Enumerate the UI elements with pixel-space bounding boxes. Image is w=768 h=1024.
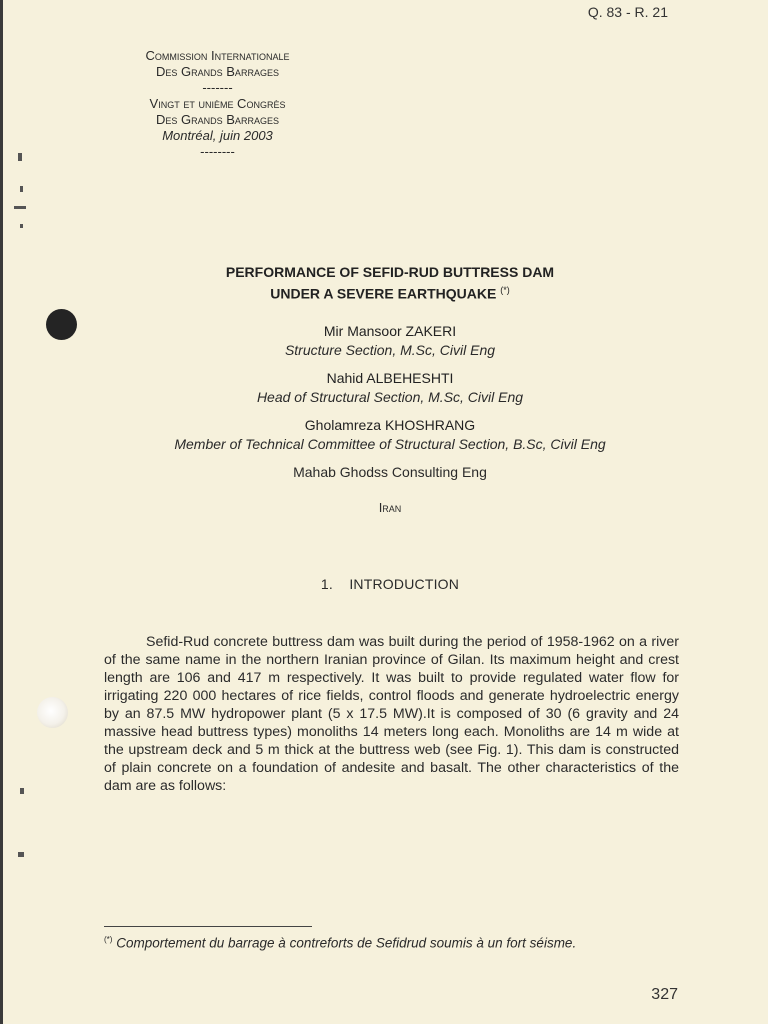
organization <box>100 463 680 482</box>
author-name: Nahid ALBEHESHTI <box>326 370 454 386</box>
footnote-marker: (*) <box>104 935 113 944</box>
header-line1-b: Internationale <box>211 48 290 63</box>
punch-hole-dark <box>46 309 77 340</box>
author-name: Gholamreza KHOSHRANG <box>304 417 476 433</box>
binding-mark <box>20 186 23 192</box>
author-1 <box>100 322 680 360</box>
page-edge <box>0 0 3 1024</box>
binding-mark <box>14 206 26 209</box>
author-2 <box>100 369 680 407</box>
footnote-rule <box>104 926 312 927</box>
title-line1: PERFORMANCE OF SEFID-RUD BUTTRESS DAM <box>225 264 555 280</box>
punch-hole-light <box>37 697 68 728</box>
header-line1-a: Commission <box>145 48 208 63</box>
binding-mark <box>20 788 24 794</box>
organization-name: Mahab Ghodss Consulting Eng <box>293 464 487 480</box>
header-line4: Des Grands Barrages <box>156 112 279 127</box>
title-note-marker: (*) <box>500 285 510 295</box>
conference-header <box>95 48 340 160</box>
page-number: 327 <box>651 986 678 1003</box>
header-separator: ------- <box>202 80 233 95</box>
author-name: Mir Mansoor ZAKERI <box>323 323 457 339</box>
introduction-paragraph: Sefid-Rud concrete buttress dam was built during the period of 1958-1962 on a river of the same name in the northern Iranian province of Gilan. Its maximum height and crest length are 106 and 417 m respectively. It was built to provide regulated water flow for irrigating 220 000 hectares of rice fields, control floods and generate hydroelectric energy by an 87.5 MW hydropower plant (5 x 17.5 MW).It is composed of 30 (6 gravity and 24 massive head buttress types) monoliths 14 meters long each. Monoliths are 14 m wide at the upstream deck and 5 m thick at the buttress web (see Fig. 1). This dam is constructed of plain concrete on a foundation of andesite and basalt. The other characteristics of the dam are as follows: <box>104 634 679 794</box>
footnote-text: Comportement du barrage à contreforts de Sefidrud soumis à un fort séisme. <box>116 935 577 951</box>
author-role: Member of Technical Committee of Structural Section, B.Sc, Civil Eng <box>174 436 606 452</box>
footnote <box>104 935 684 951</box>
author-3 <box>100 416 680 454</box>
section-number: 1. <box>320 576 333 592</box>
author-role: Head of Structural Section, M.Sc, Civil Eng <box>256 389 524 405</box>
section-heading <box>100 576 680 592</box>
binding-mark <box>18 153 22 161</box>
binding-mark <box>20 224 23 228</box>
paper-title <box>100 263 680 303</box>
section-title: INTRODUCTION <box>349 576 460 592</box>
header-separator-2: -------- <box>200 144 235 159</box>
introduction-body <box>104 633 679 795</box>
header-line3: Vingt et unième Congrès <box>149 96 286 111</box>
header-line5: Montréal, juin 2003 <box>162 128 273 143</box>
country: Iran <box>378 500 402 515</box>
paper-reference: Q. 83 - R. 21 <box>587 4 668 20</box>
header-line2: Des Grands Barrages <box>156 64 279 79</box>
title-line2: UNDER A SEVERE EARTHQUAKE <box>270 285 497 302</box>
author-role: Structure Section, M.Sc, Civil Eng <box>284 342 496 358</box>
binding-mark <box>18 852 24 857</box>
